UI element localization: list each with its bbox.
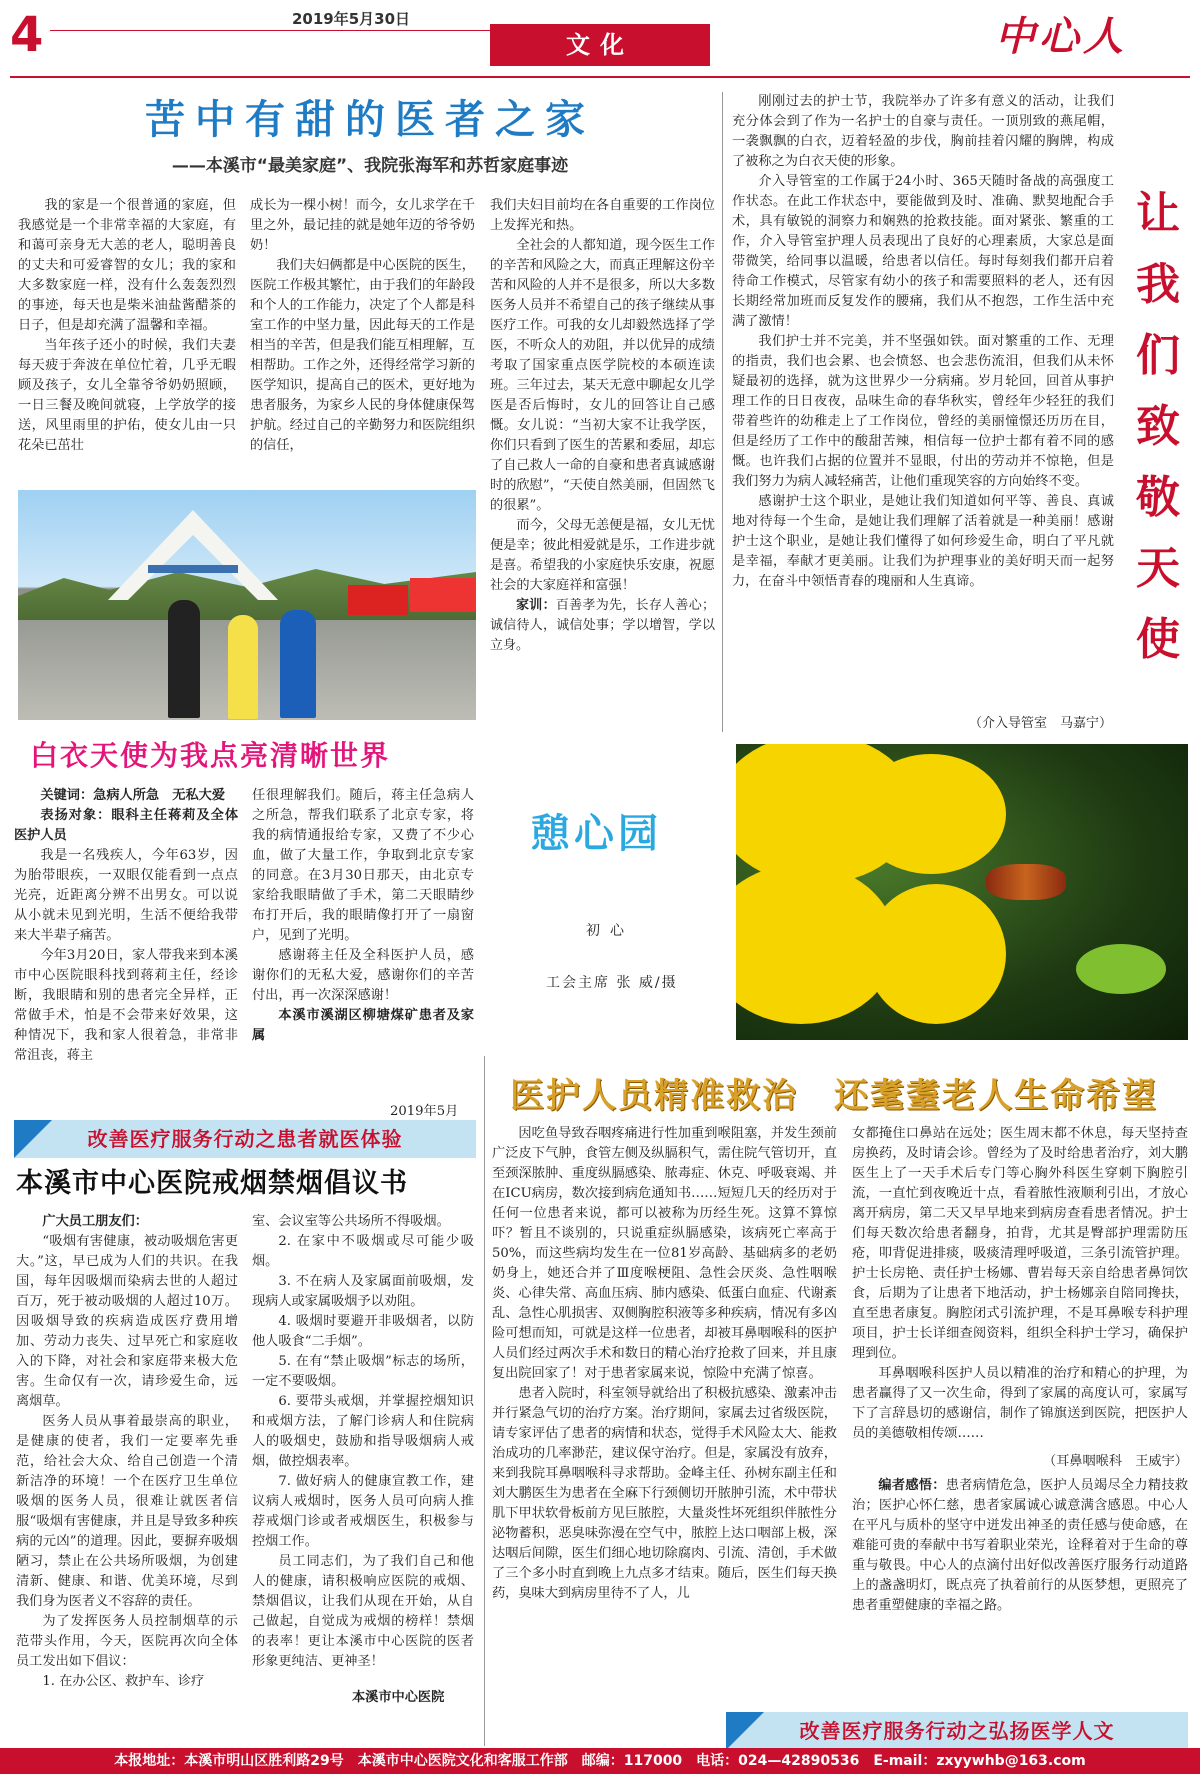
article1-column-2 (250, 196, 475, 456)
paragraph: 成长为一棵小树！而今，女儿求学在千里之外，最记挂的就是她年迈的爷爷奶奶！ (250, 198, 475, 253)
paragraph: 因吃鱼导致吞咽疼痛进行性加重到喉阻塞，并发生颈前广泛皮下气肿，食管左侧及纵膈积气，需住院气管切开，直至颈深脓肿、重度纵膈感染、脓毒症、休克、呼吸衰竭、并在ICU病房，数次接到病危通知书……短短几天的经历对于任何一位患者来说，都可以被称为历经生死。这算不算惊吓？暂且不谈别的，只说重症纵膈感染，该病死亡率高于50%，而这些病均发生在一位81岁高龄、基础病多的老奶奶身上，她还合并了Ⅲ度喉梗阻、急性会厌炎、急性咽喉炎、心律失常、高血压病、肺内感染、低蛋白血症、代谢紊乱、急性心肌损害、双侧胸腔积液等多种疾病，情况有多凶险可想而知，可就是这样一位患者，却被耳鼻咽喉科的医护人员们经过两次手术和数日的精心治疗抢救了回来，并且康复出院回家了！对于患者家属来说，惊险中充满了惊喜。 (492, 1126, 837, 1381)
paragraph: 感谢蒋主任及全科医护人员，感谢你们的无私大爱，感谢你们的辛苦付出，再一次深深感谢！ (252, 948, 474, 1003)
article2-body (732, 92, 1114, 592)
newspaper-brand: 中心人 (995, 13, 1127, 60)
paragraph: 我们夫妇俩都是中心医院的医生，医院工作极其繁忙，由于我们的年龄段和个人的工作能力，决定了个人都是科室工作的中坚力量，因此每天的工作是相当的辛苦，但是我们能互相理解，互相帮助。工作之外，还得经常学习新的医学知识，提高自己的医术，更好地为患者服务，为家乡人民的身体健康保驾护航。经过自己的辛勤努力和医院组织的信任， (250, 258, 475, 453)
paragraph: 医务人员从事着最崇高的职业，是健康的使者，我们一定要率先垂范，给社会大众、给自己创造一个清新洁净的环境！一个在医疗卫生单位吸烟的医务人员，很难让就医者信服“吸烟有害健康，并且是导致多种疾病的元凶”的道理。因此，要摒弃吸烟陋习，禁止在公共场所吸烟，为创建清新、健康、和谐、优美环境，尽到我们身为医者义不容辞的责任。 (16, 1414, 238, 1609)
paragraph: 我们护士并不完美，并不坚强如铁。面对繁重的工作、无理的指责，我们也会累、也会愤怒、也会悲伤流泪，但我们从未怀疑最初的选择，就为这世界少一分病痛。岁月轮回，回首从事护理工作的日日夜夜，品味生命的春华秋实，曾经年少轻狂的我们带着些许的幼稚走上了工作岗位，曾经的美丽憧憬还历历在目，但是经历了工作中的酸甜苦辣，相信每一位护士都有着不同的感慨。也许我们占据的位置并不显眼，付出的劳动并不惊艳，但是我们努力为病人减轻痛苦，让他们重现笑容的方向始终不变。 (732, 334, 1114, 489)
paragraph: 我们夫妇目前均在各自重要的工作岗位上发挥光和热。 (490, 198, 715, 233)
photo-tent (348, 585, 408, 615)
paragraph: 女都掩住口鼻站在远处；医生周末都不休息，每天坚持查房换药，及时请会诊。曾经为了及时给患者治疗，刘大鹏医生上了一天手术后专门等心胸外科医生穿刺下胸腔引流，一直忙到夜晚近十点，看着脓性液顺利引出，才放心离开病房，第二天又早早地来到病房查看患者情况。护士们每天数次给患者翻身，拍背，尤其是臀部护理需防压疮，叩背促进排痰，吸痰清理呼吸道，三条引流管护理。护士长房艳、责任护士杨娜、曹岩每天亲自给患者鼻饲饮食，后期为了让患者下地活动，护士杨娜亲自陪同搀扶，直至患者康复。胸腔闭式引流护理，不是耳鼻喉专科护理项目，护士长详细查阅资料，组织全科护士学习，确保护理到位。 (852, 1126, 1188, 1361)
photo-person (228, 615, 258, 719)
article5-signature: 本溪市中心医院 (352, 1690, 445, 1705)
paragraph: 任很理解我们。随后，蒋主任急病人之所急，帮我们联系了北京专家，将我的病情通报给专家，又费了不少心血，做了大量工作，争取到北京专家的同意。在3月30日那天，由北京专家给我眼睛做了手术，第二天眼睛纱布打开后，我的眼睛像打开了一扇窗户，见到了光明。 (252, 788, 474, 943)
article3-column-2 (252, 786, 474, 1046)
paragraph: 1. 在办公区、救护车、诊疗 (42, 1674, 205, 1689)
editor-note (852, 1476, 1188, 1616)
banner-medical-humanities (726, 1712, 1188, 1750)
paragraph: 当年孩子还小的时候，我们夫妻每天疲于奔波在单位忙着，几乎无暇顾及孩子，女儿全靠爷爷奶奶照顾，一日三餐及晚间就寝，上学放学的接送，风里雨里的护佑，使女儿由一只花朵已茁壮 (18, 338, 236, 453)
photo-person (280, 610, 316, 718)
list-item: 4. 吸烟时要避开非吸烟者，以防他人吸食“二手烟”。 (252, 1314, 474, 1349)
paragraph: 我是一名残疾人，今年63岁，因为胎带眼疾，一双眼仅能看到一点点光亮，近距离分辨不出男女。可以说从小就未见到光明，生活不便给我带来大半辈子痛苦。 (14, 848, 238, 943)
insect (986, 864, 1066, 900)
editor-note-text: 患者病情危急，医护人员竭尽全力精技救治；医护心怀仁慈，患者家属诚心诚意满含感恩。中心人在平凡与质朴的坚守中迸发出神圣的责任感与使命感，在难能可贵的奉献中书写着职业荣光，诠释着对于生命的尊重与敬畏。中心人的点滴付出好似改善医疗服务行动道路上的盏盏明灯，既点亮了执着前行的从医梦想，更照亮了患者重塑健康的幸福之路。 (852, 1478, 1189, 1613)
photo-person (168, 600, 200, 718)
article1-column-3 (490, 196, 715, 656)
photo-tent (410, 578, 476, 612)
flower-petal (866, 884, 1006, 1024)
paragraph: 为了发挥医务人员控制烟草的示范带头作用，今天，医院再次向全体员工发出如下倡议： (16, 1614, 238, 1669)
praise-line (14, 806, 238, 846)
flower-petal (856, 754, 1006, 874)
paragraph: 今年3月20日，家人带我来到本溪市中心医院眼科找到蒋莉主任，经诊断，我眼睛和别的患者完全异样，正常做手术，怕是不会带来好效果，这种情况下，我和家人很着急，非常非常沮丧，蒋主 (14, 948, 238, 1063)
article5-column-1 (16, 1212, 238, 1692)
article1-title: 苦中有甜的医者之家 (145, 97, 595, 143)
article4-column-2 (852, 1124, 1188, 1616)
paragraph: 患者入院时，科室领导就给出了积极抗感染、激素冲击并行紧急气切的治疗方案。治疗期间，家属去过省级医院，请专家评估了患者的病情和状态，觉得手术风险太大、能救治成功的几率渺茫，建议保守治疗。但是，家属没有放弃，来到我院耳鼻咽喉科寻求帮助。金峰主任、孙树东副主任和刘大鹏医生为患者在全麻下行颈侧切开脓肿引流，术中带状肌下甲状软骨板前方见巨脓腔，大量炎性坏死组织伴脓性分泌物蓄积，恶臭味弥漫在空气中，脓腔上达口咽部上极，深达咽后间隙，医生们细心地切除腐肉、引流、清创，手术做了三个多小时直到晚上九点多才结束。随后，医生们每天换药，臭味大到病房里待不了人，儿 (492, 1386, 837, 1601)
praise-label: 表扬对象： (40, 808, 112, 823)
article4-column-1 (492, 1124, 837, 1604)
motto-label: 家训： (516, 598, 556, 613)
article5-title: 本溪市中心医院戒烟禁烟倡议书 (16, 1168, 408, 1199)
header-divider (10, 76, 1190, 78)
paragraph: 而今，父母无恙便是福，女儿无忧便是幸；彼此相爱就是乐，工作进步就是喜。希望我的小家庭快乐安康，祝愿社会的大家庭祥和富强！ (490, 518, 715, 593)
editor-note-label: 编者感悟： (878, 1478, 946, 1493)
paragraph: 感谢护士这个职业，是她让我们知道如何平等、善良、真诚地对待每一个生命，是她让我们理解了活着就是一种美丽！感谢护士这个职业，是她让我们懂得了如何珍爱生命，明白了平凡就是幸福，奉献才更美丽。让我们为护理事业的美好明天而一起努力，在奋斗中领悟青春的瑰丽和人生真谛。 (732, 494, 1114, 589)
banner-corner (726, 1712, 764, 1750)
article2-signature: （介入导管室 马嘉宁） (968, 716, 1112, 731)
column-divider (722, 92, 723, 732)
family-photo (18, 490, 476, 720)
page-number: 4 (10, 7, 44, 63)
paragraph: “吸烟有害健康，被动吸烟危害更大。”这，早已成为人们的共识。在我国，每年因吸烟而染病去世的人超过百万，死于被动吸烟的人超过10万。因吸烟导致的疾病造成医疗费用增加、劳动力丧失、过早死亡和家庭收入的下降，对社会和家庭带来极大危害。生命仅有一次，请珍爱生命，远离烟草。 (16, 1234, 238, 1409)
article5-greeting: 广大员工朋友们： (42, 1214, 148, 1229)
article1-subtitle: ——本溪市“最美家庭”、我院张海军和苏哲家庭事迹 (171, 156, 569, 176)
motto-text: 百善孝为先，长存人善心；诚信待人，诚信处事；学以增智，学以立身。 (490, 598, 715, 653)
corner-author: 工会主席 张 威/摄 (546, 975, 678, 991)
article3-title: 白衣天使为我点亮清晰世界 (30, 739, 391, 772)
keyword-label: 关键词： (40, 788, 94, 803)
banner-patient-experience (14, 1120, 476, 1158)
article3-signature: 本溪市溪湖区柳塘煤矿患者及家属 (252, 1008, 474, 1043)
paragraph: 我的家是一个很普通的家庭，但我感觉是一个非常幸福的大家庭，有和蔼可亲身无大恙的老人，聪明善良的丈夫和可爱睿智的女儿；我的家和大多数家庭一样，没有什么轰轰烈烈的事迹，每天也是柴米油盐酱醋茶的日子，但是却充满了温馨和幸福。 (18, 198, 236, 333)
banner-text: 改善医疗服务行动之弘扬医学人文 (799, 1719, 1115, 1743)
list-item: 室、会议室等公共场所不得吸烟。 (252, 1214, 450, 1229)
issue-date: 2019年5月30日 (292, 10, 411, 28)
column-divider (484, 1056, 485, 1746)
paragraph: 员工同志们，为了我们自己和他人的健康，请积极响应医院的戒烟、禁烟倡议，让我们从现在开始，从自己做起，自觉成为戒烟的榜样！禁烟的表率！更让本溪市中心医院的医者形象更纯洁、更神圣！ (252, 1554, 474, 1669)
photo-gate (108, 510, 278, 600)
family-motto (490, 596, 715, 656)
footer-contact: 本报地址：本溪市明山区胜利路29号 本溪市中心医院文化和客服工作部 邮编：117000 电话：024—42890536 E-mail：zxyywhb@163.com (0, 1748, 1200, 1774)
flower-bud (1076, 944, 1166, 994)
list-item: 3. 不在病人及家属面前吸烟，发现病人或家属吸烟予以劝阻。 (252, 1274, 474, 1309)
section-label: 文化 (490, 24, 710, 66)
corner-title: 憩心园 (530, 811, 662, 857)
article3-column-1 (14, 786, 238, 1066)
praise-text: 眼科主任蒋莉及全体医护人员 (14, 808, 239, 843)
banner-text: 改善医疗服务行动之患者就医体验 (87, 1127, 403, 1151)
banner-corner (14, 1120, 52, 1158)
article2-title: 让我们致敬天使 (1136, 188, 1180, 665)
list-item: 5. 在有“禁止吸烟”标志的场所，一定不要吸烟。 (252, 1354, 474, 1389)
keyword-line (14, 786, 238, 806)
article4-title: 医护人员精准救治 还耄耋老人生命希望 (510, 1076, 1158, 1116)
paragraph: 刚刚过去的护士节，我院举办了许多有意义的活动，让我们充分体会到了作为一名护士的自豪与责任。一顶別致的燕尾帽，一袭飘飘的白衣，迈着轻盈的步伐，胸前挂着闪耀的胸牌，构成了被称之为白衣天使的形象。 (732, 94, 1114, 169)
article3-date: 2019年5月 (390, 1104, 459, 1119)
article1-column-1 (18, 196, 236, 456)
list-item: 2. 在家中不吸烟或尽可能少吸烟。 (252, 1234, 474, 1269)
header-rule (50, 30, 490, 31)
article5-column-2 (252, 1212, 474, 1672)
flower-photo (736, 744, 1188, 1040)
list-item: 6. 要带头戒烟，并掌握控烟知识和戒烟方法，了解门诊病人和住院病人的吸烟史，鼓励和指导吸烟病人戒烟，做控烟表率。 (252, 1394, 474, 1469)
keyword-text: 急病人所急 无私大爱 (93, 788, 226, 803)
paragraph: 介入导管室的工作属于24小时、365天随时备战的高强度工作状态。在此工作状态中，要能做到及时、准确、默契地配合手术，具有敏锐的洞察力和娴熟的抢救技能。面对紧张、繁重的工作，介入导管室护理人员表现出了良好的心理素质，大家总是面带微笑，给同事以温暖，给患者以信任。每时每刻我们都开启着待命工作模式，尽管家有幼小的孩子和需要照料的老人，还有因长期经常加班而反复发作的腰痛，我们从不抱怨，工作生活中充满了激情！ (732, 174, 1114, 329)
list-item: 7. 做好病人的健康宣教工作，建议病人戒烟时，医务人员可向病人推荐戒烟门诊或者戒烟医生，积极参与控烟工作。 (252, 1474, 474, 1549)
paragraph: 全社会的人都知道，现今医生工作的辛苦和风险之大，而真正理解这份辛苦和风险的人并不是很多，所以大多数医务人员并不希望自己的孩子继续从事医疗工作。可我的女儿却毅然选择了学医，不听众人的劝阻，并以优异的成绩考取了国家重点医学院校的本硕连读班。三年过去，某天无意中聊起女儿学医是否后悔时，女儿的回答让自己感慨。女儿说：“当初大家不让我学医，你们只看到了医生的苦累和委屈，却忘了自己救人一命的自豪和患者真诚感谢时的欣慰”，“天使自然美丽，但固然飞的很累”。 (490, 238, 715, 513)
paragraph: 耳鼻咽喉科医护人员以精准的治疗和精心的护理，为患者赢得了又一次生命，得到了家属的高度认可，家属写下了言辞恳切的感谢信，制作了锦旗送到医院，把医护人员的美德敬相传颂…… (852, 1366, 1188, 1441)
article4-signature: （耳鼻咽喉科 王威宇） (1042, 1454, 1188, 1469)
corner-caption: 初心 (586, 923, 634, 939)
